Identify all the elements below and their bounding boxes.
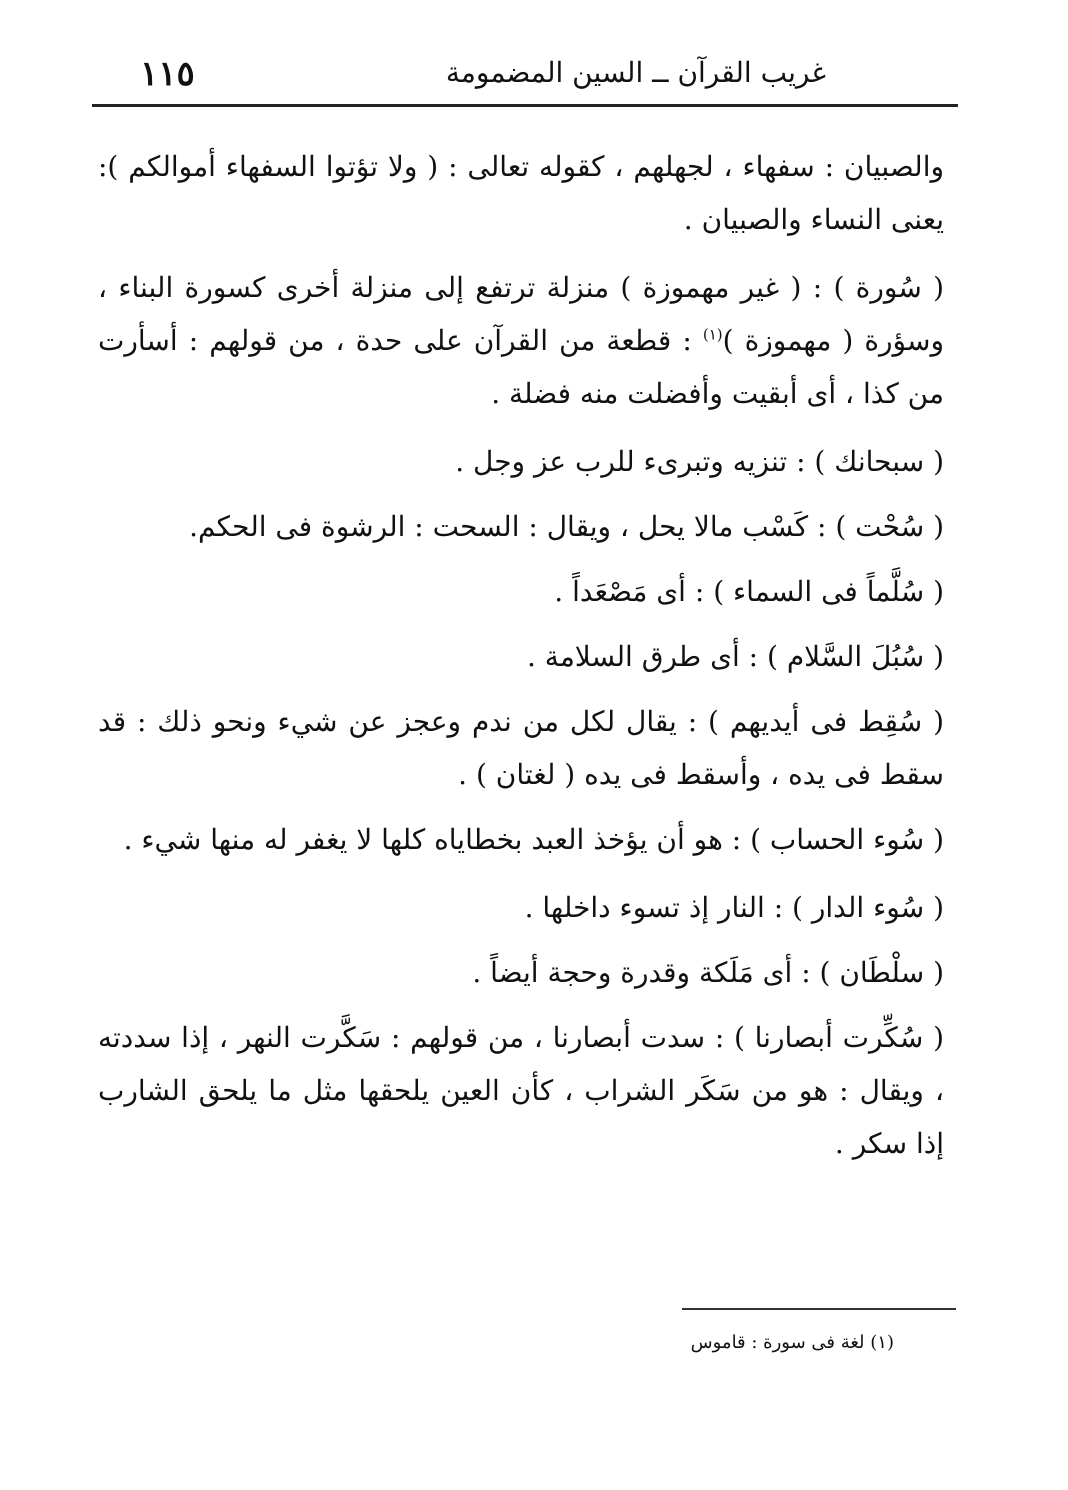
paragraph: ( سُحْت ) : كَسْب مالا يحل ، ويقال : السحت : الرشوة فى الحكم. [189, 510, 944, 543]
paragraph: ( سُقِط فى أيديهم ) : يقال لكل من ندم وعجز عن شيء ونحو ذلك : قد سقط فى يده ، وأسقط فى يده ( لغتان ) . [98, 705, 944, 791]
footnote: (١) لغة فى سورة : قاموس [690, 1332, 894, 1353]
paragraph: ( سُوء الحساب ) : هو أن يؤخذ العبد بخطاياه كلها لا يغفر له منها شيء . [123, 823, 944, 856]
paragraph: ( سُوء الدار ) : النار إذ تسوء داخلها . [524, 891, 944, 924]
footnote-reference: (١) [702, 325, 723, 344]
paragraph: والصبيان : سفهاء ، لجهلهم ، كقوله تعالى : ( ولا تؤتوا السفهاء أموالكم ): يعنى النساء والصبيان . [98, 150, 944, 236]
header-rule [92, 104, 958, 107]
running-title: غريب القرآن ــ السين المضمومة [445, 56, 826, 89]
paragraph: ( سُلَّماً فى السماء ) : أى مَصْعَداً . [554, 575, 944, 608]
paragraph-surah-entry [98, 261, 944, 420]
footnote-rule [682, 1308, 956, 1310]
page-header [92, 40, 958, 102]
paragraph-text: ( سُورة ) : ( غير مهموزة ) منزلة ترتفع إلى منزلة أخرى كسورة البناء ، وسؤرة ( مهموزة ) [98, 271, 945, 357]
paragraph: ( سلْطَان ) : أى مَلَكة وقدرة وحجة أيضاً . [472, 956, 944, 989]
page-body [98, 140, 944, 1185]
paragraph: ( سُبُلَ السَّلام ) : أى طرق السلامة . [527, 640, 944, 673]
paragraph: ( سبحانك ) : تنزيه وتبرىء للرب عز وجل . [455, 445, 944, 478]
paragraph: ( سُكِّرت أبصارنا ) : سدت أبصارنا ، من قولهم : سَكَّرت النهر ، إذا سددته ، ويقال : هو من سَكَر الشراب ، كأن العين يلحقها مثل ما يلحق الشارب إذا سكر . [98, 1021, 945, 1160]
page-number: ١١٥ [140, 54, 195, 94]
paragraph-continuation: : قطعة من القرآن على حدة ، من قولهم : أسأرت من كذا ، أى أبقيت وأفضلت منه فضلة . [98, 324, 944, 410]
